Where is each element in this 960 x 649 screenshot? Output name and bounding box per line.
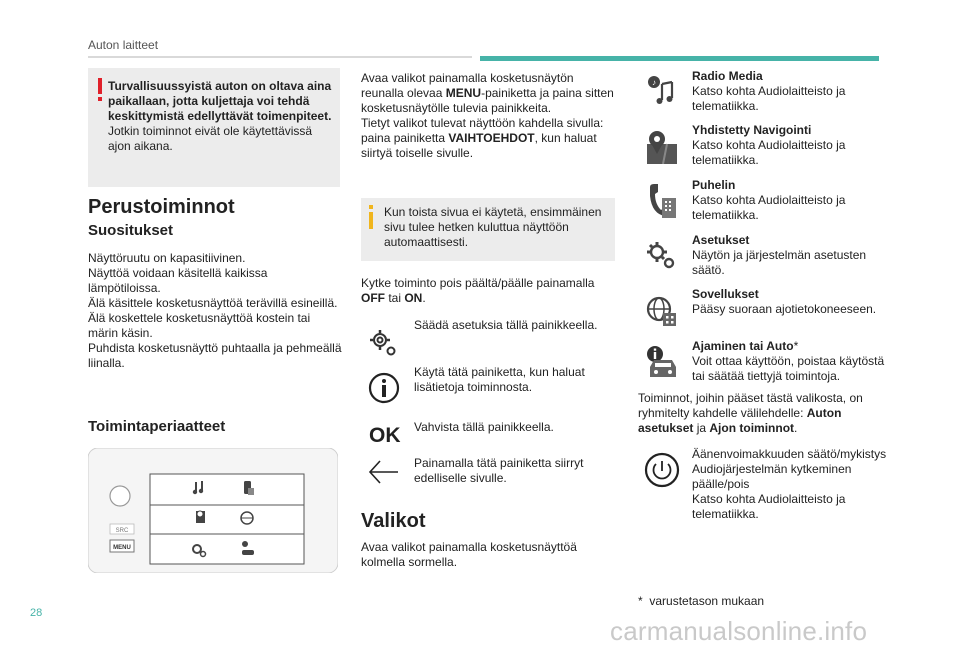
header-divider (88, 56, 472, 58)
warning-exclamation-icon (96, 78, 104, 102)
warning-bold-text: Turvallisuussyistä auton on oltava aina paikallaan, jotta kuljettaja voi tehdä keskittymistä edellyttävät toimenpiteet. (108, 79, 332, 123)
on-keyword: ON (404, 291, 423, 305)
navigation-title: Yhdistetty Navigointi (692, 123, 812, 137)
menus-title: Valikot (361, 510, 426, 532)
recommendation-item: Puhdista kosketusnäyttö puhtaalla ja pehmeällä liinalla. (88, 341, 342, 370)
power-text: Äänenvoimakkuuden säätö/mykistys Audiojärjestelmän kytkeminen päälle/pois (692, 447, 887, 491)
driving-icon (646, 345, 678, 381)
intro-text-part: Avaa valikot painamalla kosketusnäytön reunalla olevaa (361, 71, 574, 100)
radio-media-title: Radio Media (692, 69, 763, 83)
ok-icon: OK (369, 424, 401, 447)
toggle-text-part: Kytke toiminto pois päältä/päälle painamalla (361, 276, 595, 290)
phone-title: Puhelin (692, 178, 736, 192)
phone-text: Katso kohta Audiolaitteisto ja telematiikka. (692, 193, 846, 222)
info-circle-icon (368, 372, 400, 404)
tabs-note (638, 391, 888, 436)
src-button-label: SRC (115, 528, 129, 534)
menu-intro-text (361, 71, 615, 161)
radio-media-text: Katso kohta Audiolaitteisto ja telematiikka. (692, 84, 846, 113)
recommendation-item: Näyttöruutu on kapasitiivinen. (88, 251, 246, 265)
settings-text: Näytön ja järjestelmän asetusten säätö. (692, 248, 867, 277)
apps-item (692, 287, 892, 317)
info-description: Käytä tätä painiketta, kun haluat lisätietoja toiminnosta. (414, 365, 585, 394)
driving-item (692, 339, 892, 384)
warning-text (108, 79, 333, 154)
driving-text: Voit ottaa käyttöön, poistaa käytöstä tai säätää tiettyjä toimintoja. (692, 354, 885, 383)
recommendations-subtitle: Suositukset (88, 222, 174, 239)
options-keyword: VAIHTOEHDOT (448, 131, 535, 145)
note-text-part: ja (693, 421, 710, 435)
settings-description: Säädä asetuksia tällä painikkeella. (414, 318, 598, 332)
recommendations-list (88, 251, 343, 371)
ok-description: Vahvista tällä painikkeella. (414, 420, 554, 434)
footnote-star: * (638, 594, 643, 608)
settings-title: Asetukset (692, 233, 750, 247)
back-description: Painamalla tätä painiketta siirryt edelliselle sivulle. (414, 456, 584, 485)
menus-text: Avaa valikot painamalla kosketusnäyttöä kolmella sormella. (361, 540, 577, 569)
phone-item (692, 178, 892, 223)
back-arrow-icon (368, 458, 400, 486)
settings-icon (645, 240, 677, 272)
navigation-icon (647, 130, 677, 164)
off-keyword: OFF (361, 291, 385, 305)
info-text: Kun toista sivua ei käytetä, ensimmäinen sivu tulee hetken kuluttua näyttöön automaattisesti. (384, 205, 602, 249)
watermark: carmanualsonline.info (610, 616, 868, 646)
settings-item (692, 233, 892, 278)
basic-functions-title: Perustoiminnot (88, 196, 235, 218)
menu-keyword: MENU (445, 86, 482, 100)
radio-media-icon (645, 74, 677, 108)
intro-text-part: -painiketta ja paina sitten kosketusnäytölle tulevia painikkeita. (361, 86, 614, 115)
power-item (692, 447, 892, 522)
page-number: 28 (30, 607, 43, 619)
intro-text-part: Tietyt valikot tulevat näyttöön kahdella sivulla: paina painiketta (361, 116, 604, 145)
navigation-text: Katso kohta Audiolaitteisto ja telematiikka. (692, 138, 846, 167)
driving-title: Ajaminen tai Auto (692, 339, 794, 353)
driving-functions-keyword: Ajon toiminnot (709, 421, 795, 435)
intro-text-part: , kun haluat siirtyä toiselle sivulle. (361, 131, 597, 160)
principles-title: Toimintaperiaatteet (88, 418, 226, 435)
header-accent-bar (480, 56, 879, 61)
section-title: Auton laitteet (88, 38, 159, 52)
power-icon (644, 452, 680, 488)
phone-icon (648, 184, 676, 218)
svg-text:♪: ♪ (652, 78, 656, 87)
apps-title: Sovellukset (692, 287, 759, 301)
settings-gear-icon (368, 328, 398, 358)
driving-title-star: * (793, 339, 799, 353)
apps-icon (645, 295, 677, 327)
touchscreen-illustration (88, 448, 338, 573)
power-text-ref: Katso kohta Audiolaitteisto ja telematiikka. (692, 492, 846, 521)
navigation-item (692, 123, 892, 168)
info-exclamation-icon (367, 205, 375, 229)
apps-text: Pääsy suoraan ajotietokoneeseen. (692, 302, 877, 316)
recommendation-item: Älä koskettele kosketusnäyttöä kostein tai märin käsin. (88, 311, 311, 340)
recommendation-item: Näyttöä voidaan käsitellä kaikissa lämpötiloissa. (88, 266, 268, 295)
vehicle-settings-keyword: Auton asetukset (638, 406, 842, 435)
toggle-text (361, 276, 615, 306)
radio-media-item (692, 69, 892, 114)
note-text-part: Toiminnot, joihin pääset tästä valikosta, on ryhmitelty kahdelle välilehdelle: (638, 391, 863, 420)
menu-button-label: MENU (113, 545, 131, 551)
footnote-text: varustetason mukaan (649, 594, 765, 608)
warning-body-text: Jotkin toiminnot eivät ole käytettävissä ajon aikana. (108, 124, 313, 153)
note-text-part: . (794, 421, 798, 435)
footnote (638, 594, 888, 609)
toggle-text-part: tai (385, 291, 405, 305)
toggle-text-part: . (422, 291, 426, 305)
recommendation-item: Älä käsittele kosketusnäyttöä terävillä esineillä. (88, 296, 338, 310)
